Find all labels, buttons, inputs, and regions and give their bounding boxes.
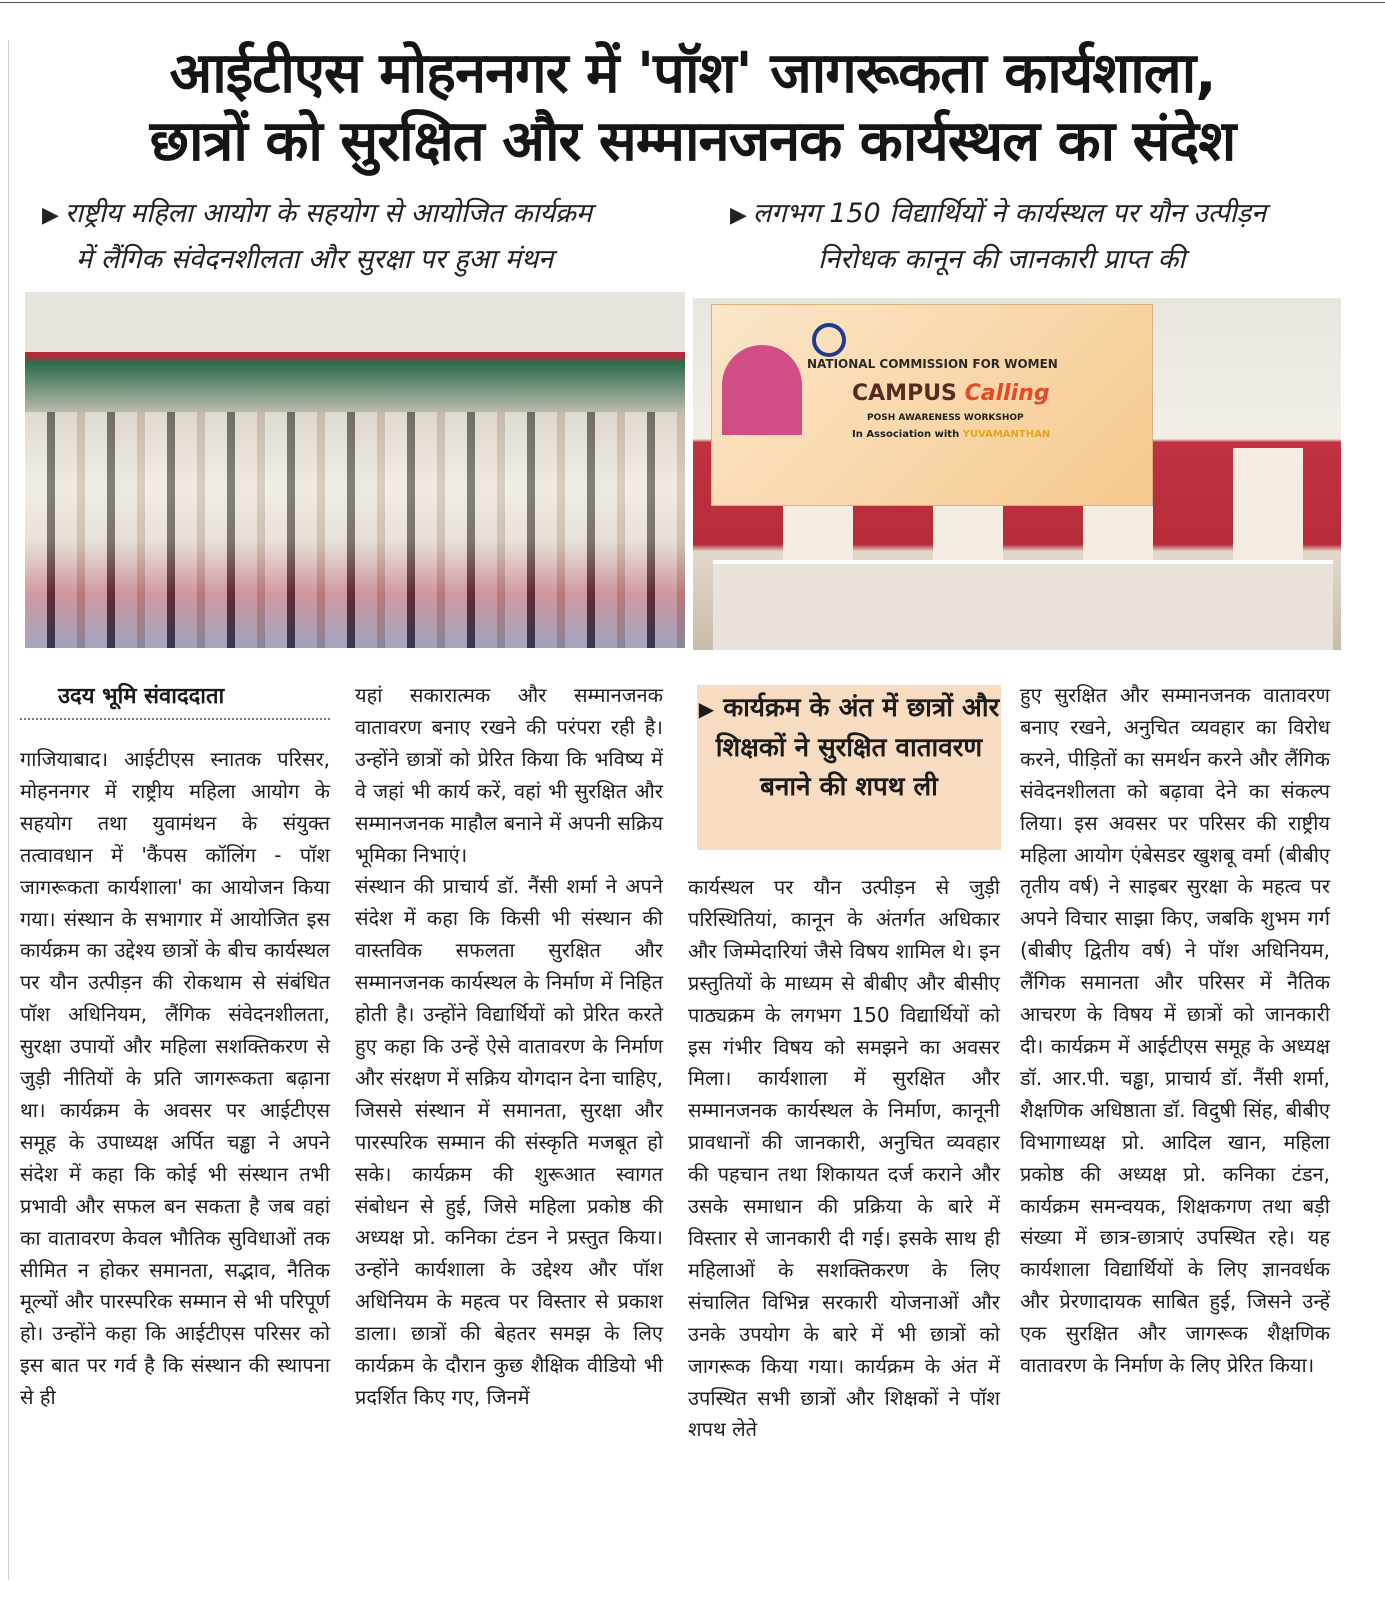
subhead-left: [42, 192, 682, 282]
subhead-left-line-2: में लैंगिक संवेदनशीलता और सुरक्षा पर हुआ मंथन: [76, 244, 554, 275]
ncw-logo-icon: [812, 323, 846, 357]
left-rule: [8, 40, 9, 1580]
banner-assoc: In Association with: [852, 429, 960, 440]
triangle-marker-icon: ▶: [730, 203, 747, 228]
column-4-text: हुए सुरक्षित और सम्मानजनक वातावरण बनाए रखने, अनुचित व्यवहार का विरोध करने, पीड़ितों का समर्थन करने और लैंगिक संवेदनशीलता को बढ़ावा देने का संकल्प लिया। इस अवसर पर परिसर की राष्ट्रीय महिला आयोग एंबेसडर खुशबू वर्मा (बीबीए तृतीय वर्ष) ने साइबर सुरक्षा के महत्व पर अपने विचार साझा किए, जबकि शुभम गर्ग (बीबीए द्वितीय वर्ष) ने पॉश अधिनियम, लैंगिक समानता और परिसर में नैतिक आचरण के विषय में छात्रों को जानकारी दी। कार्यक्रम में आईटीएस समूह के अध्यक्ष डॉ. आर.पी. चड्ढा, प्राचार्य डॉ. नैंसी शर्मा, शैक्षणिक अधिष्ठाता डॉ. विदुषी सिंह, बीबीए विभागाध्यक्ष प्रो. आदिल खान, महिला प्रकोष्ठ की अध्यक्ष प्रो. कनिका टंडन, कार्यक्रम समन्वयक, शिक्षकगण तथा बड़ी संख्या में छात्र-छात्राएं उपस्थित रहे। यह कार्यशाला विद्यार्थियों के लिए ज्ञानवर्धक और प्रेरणादायक साबित हुई, जिसने उन्हें एक सुरक्षित और जागरूक शैक्षणिक वातावरण के निर्माण के लिए प्रेरित किया।: [1020, 683, 1330, 1378]
article-column-2: [355, 680, 663, 1414]
column-2-paragraph-2: संस्थान की प्राचार्य डॉ. नैंसी शर्मा ने अपने संदेश में कहा कि किसी भी संस्थान की वास्तविक सफलता सुरक्षित और सम्मानजनक कार्यस्थल के निर्माण में निहित होती है। उन्होंने विद्यार्थियों को प्रेरित करते हुए कहा कि उन्हें ऐसे वातावरण के निर्माण और संरक्षण में सक्रिय योगदान देना चाहिए, जिससे संस्थान में समानता, सुरक्षा और पारस्परिक सम्मान की संस्कृति मजबूत हो सके। कार्यक्रम की शुरूआत स्वागत संबोधन से हुई, जिसे महिला प्रकोष्ठ की अध्यक्ष प्रो. कनिका टंडन ने प्रस्तुत किया। उन्होंने कार्यशाला के उद्देश्य और पॉश अधिनियम के महत्व पर विस्तार से प्रकाश डाला। छात्रों की बेहतर समझ के लिए कार्यक्रम के दौरान कुछ शैक्षिक वीडियो भी प्रदर्शित किए गए, जिनमें: [355, 874, 663, 1409]
stage-table: [713, 560, 1333, 650]
pull-quote-text: कार्यक्रम के अंत में छात्रों और शिक्षकों ने सुरक्षित वातावरण बनाने की शपथ ली: [715, 693, 1000, 802]
banner-workshop: POSH AWARENESS WORKSHOP: [867, 413, 1024, 423]
byline-divider: [20, 718, 330, 720]
column-2-paragraph-1: यहां सकारात्मक और सम्मानजनक वातावरण बनाए रखने की परंपरा रही है। उन्होंने छात्रों को प्रेरित किया कि भविष्य में वे जहां भी कार्य करें, वहां भी सुरक्षित और सम्मानजनक माहौल बनाने में अपनी सक्रिय भूमिका निभाएं।: [355, 683, 663, 867]
banner-campus-calling: [852, 381, 1050, 406]
banner-calling: Calling: [964, 381, 1050, 406]
article-column-1: [20, 744, 330, 1414]
photo-stage-oath: [693, 298, 1341, 650]
triangle-marker-icon: ▶: [42, 203, 59, 228]
article-column-4: [1020, 680, 1330, 1382]
banner-partner: YUVAMANTHAN: [962, 429, 1051, 440]
subhead-left-line-1: राष्ट्रीय महिला आयोग के सहयोग से आयोजित कार्यक्रम: [64, 198, 593, 229]
byline: उदय भूमि संवाददाता: [58, 684, 225, 709]
subhead-right-line-2: निरोधक कानून की जानकारी प्राप्त की: [818, 244, 1186, 275]
headline-line-1: आईटीएस मोहननगर में 'पॉश' जागरूकता कार्यशाला,: [169, 41, 1216, 106]
banner-org: NATIONAL COMMISSION FOR WOMEN: [807, 357, 1058, 371]
triangle-marker-icon: ▶: [698, 697, 715, 721]
article-column-3: [688, 872, 1000, 1446]
pull-quote-box: [697, 685, 1001, 850]
banner-portrait: [722, 345, 802, 435]
column-3-text: कार्यस्थल पर यौन उत्पीड़न से जुड़ी परिस्थितियां, कानून के अंतर्गत अधिकार और जिम्मेदारियां जैसे विषय शामिल थे। इन प्रस्तुतियों के माध्यम से बीबीए और बीसीए पाठ्यक्रम के लगभग 150 विद्यार्थियों को इस गंभीर विषय को समझने का अवसर मिला। कार्यशाला में सुरक्षित और सम्मानजनक कार्यस्थल के निर्माण, कानूनी प्रावधानों की जानकारी, अनुचित व्यवहार की पहचान तथा शिकायत दर्ज कराने और उसके समाधान की प्रक्रिया के बारे में विस्तार से जानकारी दी गई। इसके साथ ही महिलाओं के सशक्तिकरण के लिए संचालित विभिन्न सरकारी योजनाओं और उनके उपयोग के बारे में भी छात्रों को जागरूक किया गया। कार्यक्रम के अंत में उपस्थित सभी छात्रों और शिक्षकों ने पॉश शपथ लेते: [688, 875, 1000, 1442]
photo-auditorium-students-oath: [25, 292, 685, 648]
banner-association: [852, 429, 1050, 440]
banner-campus: CAMPUS: [852, 381, 957, 406]
subhead-right: [730, 192, 1350, 282]
event-banner: [711, 304, 1153, 506]
top-rule: [0, 2, 1385, 3]
subhead-right-line-1: लगभग 150 विद्यार्थियों ने कार्यस्थल पर यौन उत्पीड़न: [752, 198, 1267, 229]
column-1-text: गाजियाबाद। आईटीएस स्नातक परिसर, मोहननगर में राष्ट्रीय महिला आयोग के सहयोग तथा युवामंथन के संयुक्त तत्वावधान में 'कैंपस कॉलिंग - पॉश जागरूकता कार्यशाला' का आयोजन किया गया। संस्थान के सभागार में आयोजित इस कार्यक्रम का उद्देश्य छात्रों के बीच कार्यस्थल पर यौन उत्पीड़न की रोकथाम से संबंधित पॉश अधिनियम, लैंगिक संवेदनशीलता, सुरक्षा उपायों और महिला सशक्तिकरण से जुड़ी नीतियों के प्रति जागरूकता बढ़ाना था। कार्यक्रम के अवसर पर आईटीएस समूह के उपाध्यक्ष अर्पित चड्ढा ने अपने संदेश में कहा कि कोई भी संस्थान तभी प्रभावी और सफल बन सकता है जब वहां का वातावरण केवल भौतिक सुविधाओं तक सीमित न होकर समानता, सद्भाव, नैतिक मूल्यों और पारस्परिक सम्मान से भी परिपूर्ण हो। उन्होंने कहा कि आईटीएस परिसर को इस बात पर गर्व है कि संस्थान की स्थापना से ही: [20, 747, 330, 1410]
headline-line-2: छात्रों को सुरक्षित और सम्मानजनक कार्यस्थल का संदेश: [149, 109, 1236, 174]
